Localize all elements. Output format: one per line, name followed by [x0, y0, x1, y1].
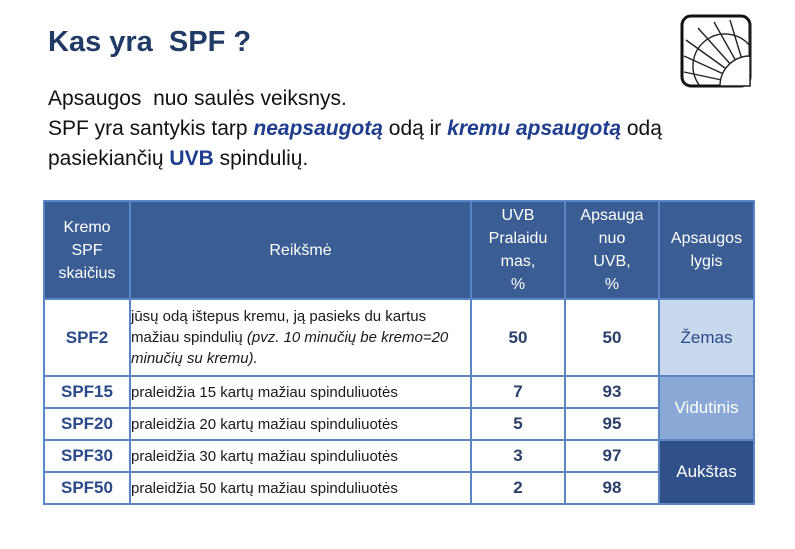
- header-text: Apsaugos: [670, 230, 743, 247]
- header-uvb-transmission: [471, 201, 565, 299]
- spf-value: SPF15: [44, 376, 130, 408]
- page-title: Kas yra SPF ?: [48, 26, 252, 58]
- table-row: [44, 472, 754, 504]
- header-uvb-protection: [565, 201, 659, 299]
- header-text: UVB: [501, 207, 535, 224]
- meaning-example: (pvz. 10 minučių be kremo=20 minučių su kremu).: [131, 329, 449, 367]
- sun-icon: [680, 14, 752, 88]
- meaning-text: jūsų odą ištepus kremu, ją pasieks du kartus mažiau spindulių: [131, 308, 427, 346]
- header-text: Pralaidu: [488, 230, 548, 247]
- uvb-transmission-value: 2: [471, 472, 565, 504]
- spf-value: SPF2: [44, 299, 130, 376]
- spf-meaning: [130, 299, 471, 376]
- table-row: [44, 376, 754, 408]
- spf-value: SPF50: [44, 472, 130, 504]
- intro-emphasis-protected: kremu apsaugotą: [447, 117, 622, 140]
- intro-line-1: Apsaugos nuo saulės veiksnys.: [48, 87, 347, 110]
- intro-text-segment: spindulių.: [213, 147, 309, 170]
- header-text: %: [604, 276, 620, 293]
- intro-text-segment: odą: [621, 117, 662, 140]
- header-protection-level: [659, 201, 754, 299]
- spf-meaning: praleidžia 15 kartų mažiau spinduliuotės: [130, 376, 471, 408]
- header-text: nuo: [598, 230, 626, 247]
- uvb-transmission-value: 50: [471, 299, 565, 376]
- intro-text-segment: pasiekiančių: [48, 147, 170, 170]
- table-row: [44, 440, 754, 472]
- table-header-row: [44, 201, 754, 299]
- header-text: Apsauga: [580, 207, 644, 224]
- table-row: [44, 299, 754, 376]
- header-text: skaičius: [58, 264, 116, 282]
- intro-text: [48, 84, 748, 174]
- uvb-protection-value: 97: [565, 440, 659, 472]
- intro-emphasis-unprotected: neapsaugotą: [253, 117, 383, 140]
- header-text: %: [510, 276, 526, 293]
- header-text: SPF: [71, 241, 103, 259]
- spf-value: SPF30: [44, 440, 130, 472]
- header-spf: [44, 201, 130, 299]
- table-row: [44, 408, 754, 440]
- spf-meaning: praleidžia 20 kartų mažiau spinduliuotės: [130, 408, 471, 440]
- intro-text-segment: odą ir: [382, 117, 448, 140]
- uvb-protection-value: 95: [565, 408, 659, 440]
- spf-value: SPF20: [44, 408, 130, 440]
- header-text: Kremo: [63, 218, 111, 236]
- uvb-protection-value: 50: [565, 299, 659, 376]
- uvb-protection-value: 98: [565, 472, 659, 504]
- spf-meaning: praleidžia 50 kartų mažiau spinduliuotės: [130, 472, 471, 504]
- spf-table: [43, 200, 755, 505]
- intro-line-3: [48, 144, 748, 174]
- spf-meaning: praleidžia 30 kartų mažiau spinduliuotės: [130, 440, 471, 472]
- header-text: lygis: [690, 253, 723, 270]
- header-meaning: Reikšmė: [130, 201, 471, 299]
- level-high: Aukštas: [659, 440, 754, 504]
- intro-line-2: [48, 114, 748, 144]
- header-text: mas,: [500, 253, 536, 270]
- intro-emphasis-uvb: UVB: [169, 147, 214, 170]
- uvb-transmission-value: 3: [471, 440, 565, 472]
- uvb-transmission-value: 5: [471, 408, 565, 440]
- level-mid: Vidutinis: [659, 376, 754, 440]
- level-low: Žemas: [659, 299, 754, 376]
- intro-text-segment: SPF yra santykis tarp: [48, 117, 254, 140]
- uvb-protection-value: 93: [565, 376, 659, 408]
- header-text: UVB,: [593, 253, 631, 270]
- uvb-transmission-value: 7: [471, 376, 565, 408]
